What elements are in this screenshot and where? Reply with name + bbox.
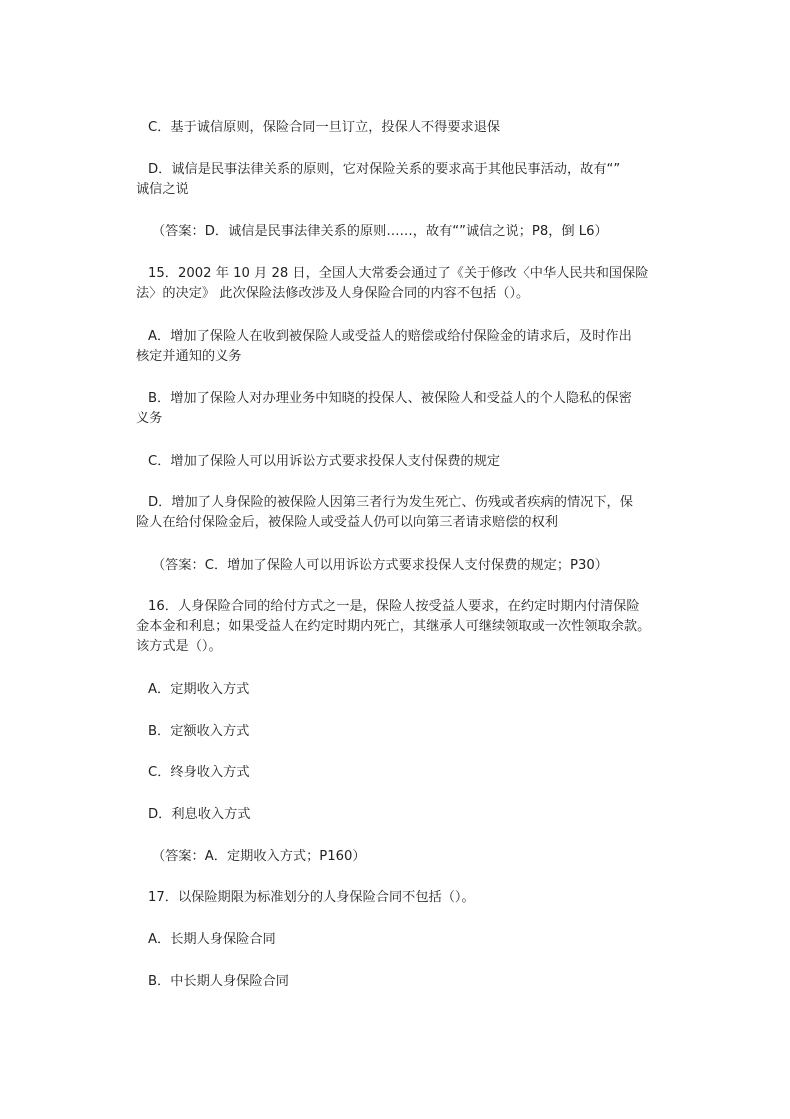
text-line: D．利息收入方式 <box>148 807 251 822</box>
text-line: A．增加了保险人在收到被保险人或受益人的赔偿或给付保险金的请求后，及时作出 <box>148 329 632 344</box>
option-a-q17 <box>148 930 668 950</box>
text-line: 16．人身保险合同的给付方式之一是，保险人按受益人要求，在约定时期内付清保险 <box>148 599 640 614</box>
text-line: （答案：A．定期收入方式；P160） <box>152 849 366 864</box>
text-line: 义务 <box>136 411 163 426</box>
text-line: 金本金和利息；如果受益人在约定时期内死亡，其继承人可继续领取或一次性领取余款。 <box>136 619 651 634</box>
option-d-q15 <box>136 493 668 533</box>
text-line: C．增加了保险人可以用诉讼方式要求投保人支付保费的规定 <box>148 454 501 469</box>
text-line: 15．2002 年 10 月 28 日，全国人大常委会通过了《关于修改〈中华人民共和国保险 <box>148 266 649 281</box>
text-line: D．增加了人身保险的被保险人因第三者行为发生死亡、伤残或者疾病的情况下，保 <box>148 495 633 510</box>
text-line: A．定期收入方式 <box>148 682 250 697</box>
option-b-q16 <box>148 722 668 742</box>
option-b-q17 <box>148 972 668 992</box>
option-d-q16 <box>148 805 668 825</box>
text-line: A．长期人身保险合同 <box>148 932 276 947</box>
text-line: 核定并通知的义务 <box>136 349 242 364</box>
answer-q14 <box>152 222 672 242</box>
text-line: （答案：D．诚信是民事法律关系的原则……，故有“”诚信之说；P8，倒 L6） <box>152 224 608 239</box>
text-line: D．诚信是民事法律关系的原则，它对保险关系的要求高于其他民事活动，故有“” <box>148 162 621 177</box>
question-17 <box>148 888 668 908</box>
text-line: 17．以保险期限为标准划分的人身保险合同不包括（）。 <box>148 890 475 905</box>
option-a-q16 <box>148 680 668 700</box>
option-d-q14 <box>136 160 668 200</box>
question-15 <box>136 264 668 304</box>
option-a-q15 <box>136 327 668 367</box>
option-c-q16 <box>148 763 668 783</box>
text-line: 险人在给付保险金后，被保险人或受益人仍可以向第三者请求赔偿的权利 <box>136 515 558 530</box>
text-line: 诚信之说 <box>136 182 189 197</box>
text-line: C．终身收入方式 <box>148 765 250 780</box>
text-line: B．中长期人身保险合同 <box>148 974 289 989</box>
text-line: （答案：C．增加了保险人可以用诉讼方式要求投保人支付保费的规定；P30） <box>152 558 608 573</box>
answer-q16 <box>152 847 672 867</box>
option-c-q15 <box>148 452 668 472</box>
question-16 <box>136 597 668 657</box>
text-line: 该方式是（）。 <box>136 639 222 654</box>
text-line: C．基于诚信原则，保险合同一旦订立，投保人不得要求退保 <box>148 120 501 135</box>
text-line: 法〉的决定》 此次保险法修改涉及人身保险合同的内容不包括（）。 <box>136 286 530 301</box>
text-line: B．定额收入方式 <box>148 724 250 739</box>
option-b-q15 <box>136 389 668 429</box>
text-line: B．增加了保险人对办理业务中知晓的投保人、被保险人和受益人的个人隐私的保密 <box>148 391 632 406</box>
answer-q15 <box>152 556 672 576</box>
option-c-q14 <box>148 118 668 138</box>
